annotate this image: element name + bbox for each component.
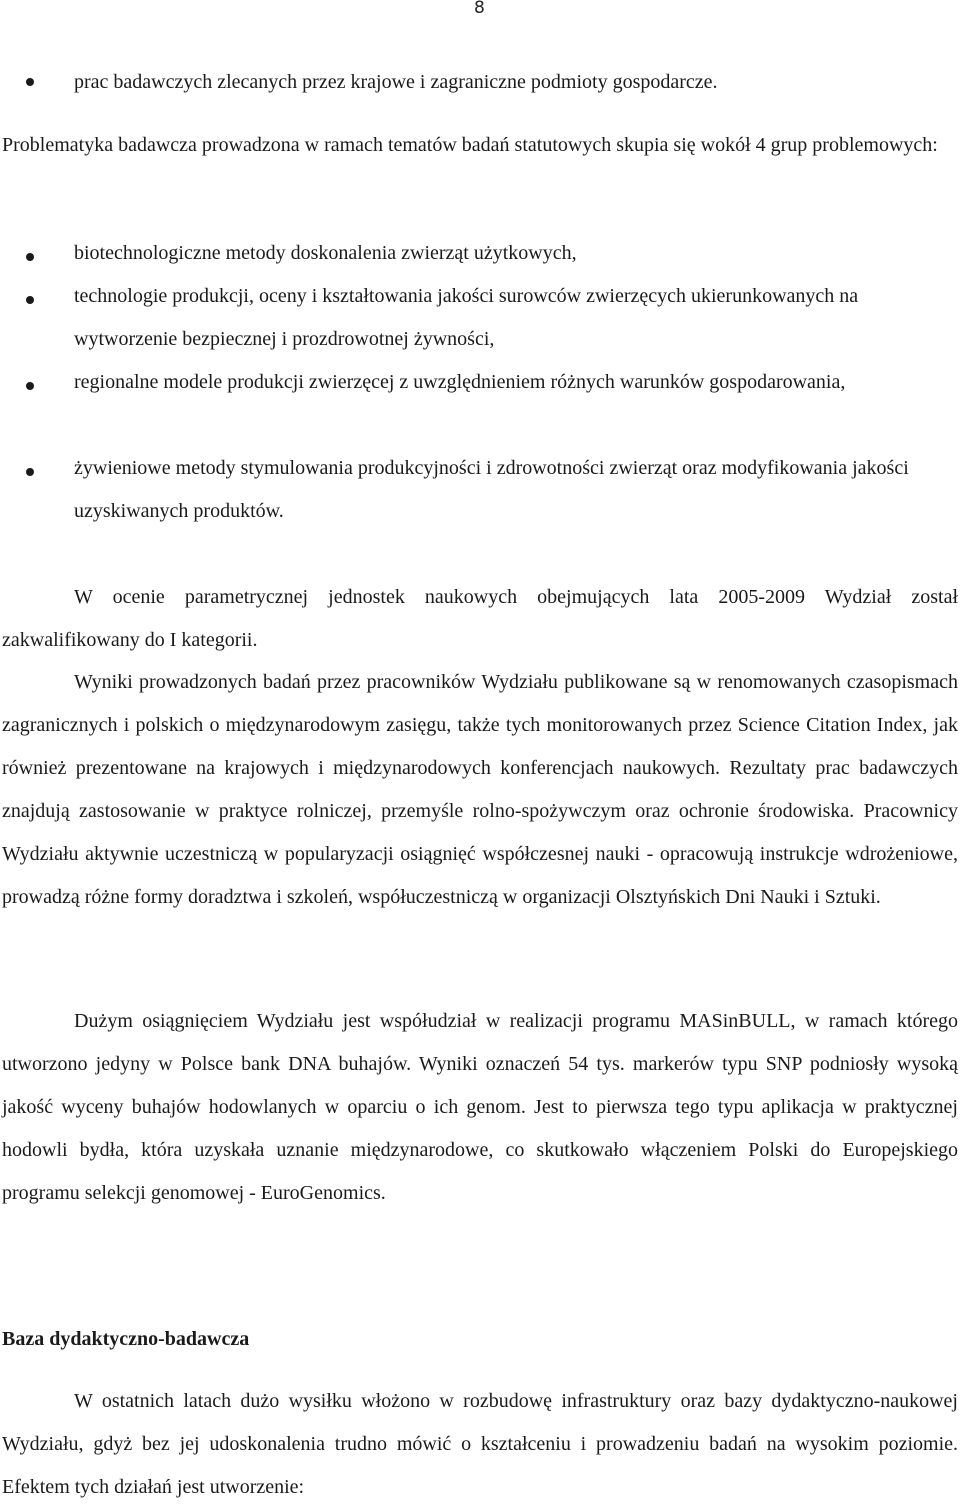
section-heading: Baza dydaktyczno-badawcza bbox=[2, 1328, 250, 1350]
bullet-icon bbox=[26, 78, 34, 86]
bullet-icon bbox=[26, 382, 34, 390]
paragraph-intro: Problematyka badawcza prowadzona w ramach tematów badań statutowych skupia się wokół 4 grup problemowych: bbox=[2, 134, 938, 156]
paragraph-evaluation: W ocenie parametrycznej jednostek naukowych obejmujących lata 2005-2009 Wydział został zakwalifikowany do I kategorii. bbox=[2, 586, 958, 651]
paragraph-masinbull: Dużym osiągnięciem Wydziału jest współudział w realizacji programu MASinBULL, w ramach którego utworzono jedyny w Polsce bank DNA buhajów. Wyniki oznaczeń 54 tys. markerów typu SNP podniosły wysoką jakość wyceny buhajów hodowlanych w oparciu o ich genom. Jest to pierwsza tego typu aplikacja w praktycznej hodowli bydła, która uzyskała uznanie międzynarodowe, co skutkowało włączeniem Polski do Europejskiego programu selekcji genomowej - EuroGenomics. bbox=[2, 1010, 958, 1204]
bullet-icon bbox=[26, 468, 34, 476]
bullet-icon bbox=[26, 253, 34, 261]
list-item: żywieniowe metody stymulowania produkcyjności i zdrowotności zwierząt oraz modyfikowania jakości uzyskiwanych produktów. bbox=[74, 457, 909, 522]
paragraph-results: Wyniki prowadzonych badań przez pracowników Wydziału publikowane są w renomowanych czasopismach zagranicznych i polskich o międzynarodowym zasięgu, także tych monitorowanych przez Science Citation Index, jak również prezentowane na krajowych i międzynarodowych konferencjach naukowych. Rezultaty prac badawczych znajdują zastosowanie w praktyce rolniczej, przemyśle rolno-spożywczym oraz ochronie środowiska. Pracownicy Wydziału aktywnie uczestniczą w popularyzacji osiągnięć współczesnej nauki - opracowują instrukcje wdrożeniowe, prowadzą różne formy doradztwa i szkoleń, współuczestniczą w organizacji Olsztyńskich Dni Nauki i Sztuki. bbox=[2, 671, 958, 908]
paragraph-infrastructure: W ostatnich latach dużo wysiłku włożono w rozbudowę infrastruktury oraz bazy dydaktyczno-naukowej Wydziału, gdyż bez jej udoskonalenia trudno mówić o kształceniu i prowadzeniu badań na wysokim poziomie. Efektem tych działań jest utworzenie: bbox=[2, 1390, 958, 1498]
list-item: prac badawczych zlecanych przez krajowe i zagraniczne podmioty gospodarcze. bbox=[74, 71, 718, 93]
list-item: regionalne modele produkcji zwierzęcej z uwzględnieniem różnych warunków gospodarowania, bbox=[74, 371, 846, 393]
bullet-icon bbox=[26, 296, 34, 304]
list-item: biotechnologiczne metody doskonalenia zwierząt użytkowych, bbox=[74, 242, 577, 264]
page-number: 8 bbox=[474, 0, 485, 18]
list-item: technologie produkcji, oceny i kształtowania jakości surowców zwierzęcych ukierunkowanych na wytworzenie bezpiecznej i prozdrowotnej żywności, bbox=[74, 285, 859, 350]
